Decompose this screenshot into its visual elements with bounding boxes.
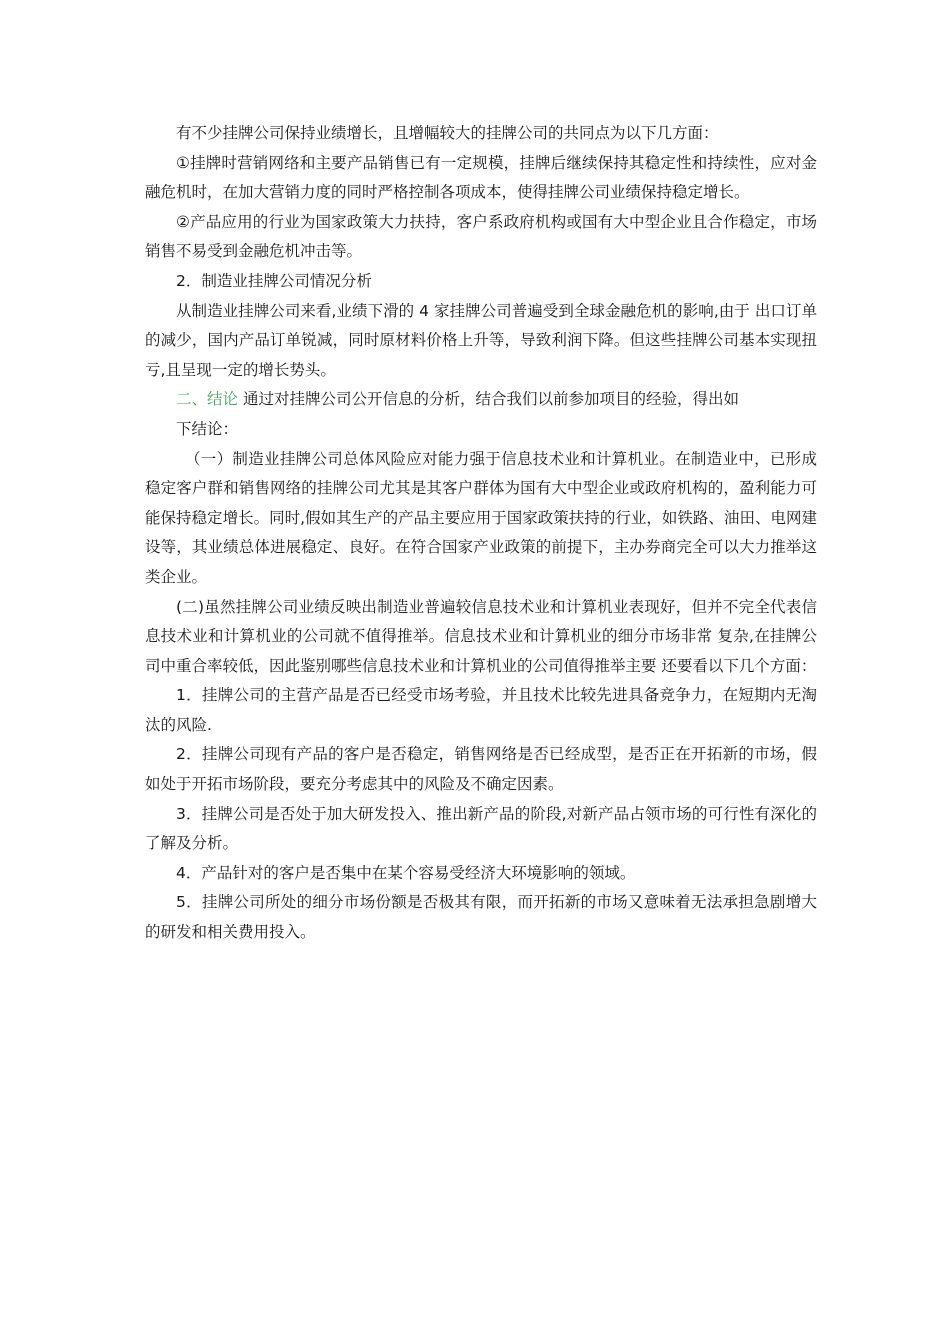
- list-item-1: 1．挂牌公司的主营产品是否已经受市场考验，并且技术比较先进具备竞争力，在短期内无淘汰的风险.: [145, 686, 817, 734]
- paragraph-conclusion-two: (二)虽然挂牌公司业绩反映出制造业普遍较信息技术业和计算机业表现好，但并不完全代表信息技术业和计算机业的公司就不值得推举。信息技术业和计算机业的细分市场非常 复杂,在挂牌公司中重合率较低，因此鉴别哪些信息技术业和计算机业的公司值得推举主要 还要看以下几个方面：: [145, 597, 817, 675]
- list-item-4: 4．产品针对的客户是否集中在某个容易受经济大环境影响的领域。: [176, 863, 636, 882]
- paragraph-manufacturing-analysis: 从制造业挂牌公司来看,业绩下滑的 4 家挂牌公司普遍受到全球金融危机的影响,由于 出口订单的减少，国内产品订单锐减，同时原材料价格上升等，导致利润下降。但这些挂牌公司基本实现扭亏,且呈现一定的增长势头。: [145, 301, 817, 379]
- list-item-3: 3．挂牌公司是否处于加大研发投入、推出新产品的阶段,对新产品占领市场的可行性有深化的了解及分析。: [145, 804, 817, 853]
- paragraph-conclusion-one: （一）制造业挂牌公司总体风险应对能力强于信息技术业和计算机业。在制造业中，已形成稳定客户群和销售网络的挂牌公司尤其是其客户群体为国有大中型企业或政府机构的，盈利能力可能保持稳定增长。同时,假如其生产的产品主要应用于国家政策扶持的行业，如铁路、油田、电网建设等，其业绩总体进展稳定、良好。在符合国家产业政策的前提下，主办券商完全可以大力推举这类企业。: [145, 449, 817, 586]
- paragraph-conclusion-continued: 下结论：: [176, 419, 239, 438]
- conclusion-intro-text: 通过对挂牌公司公开信息的分析，结合我们以前参加项目的经验，得出如: [238, 390, 739, 409]
- conclusion-heading: 二、结论: [176, 390, 239, 409]
- list-item-2: 2．挂牌公司现有产品的客户是否稳定，销售网络是否已经成型，是否正在开拓新的市场，假如处于开拓市场阶段，要充分考虑其中的风险及不确定因素。: [145, 745, 817, 794]
- list-item-5: 5．挂牌公司所处的细分市场份额是否极其有限，而开拓新的市场又意味着无法承担急剧增大的研发和相关费用投入。: [145, 893, 817, 942]
- document-body: [145, 119, 817, 948]
- paragraph-conclusion-intro: [145, 385, 817, 415]
- paragraph-point-1: ①挂牌时营销网络和主要产品销售已有一定规模，挂牌后继续保持其稳定性和持续性，应对金融危机时，在加大营销力度的同时严格控制各项成本，使得挂牌公司业绩保持稳定增长。: [145, 153, 817, 202]
- section-heading-manufacturing: 2．制造业挂牌公司情况分析: [176, 271, 372, 290]
- paragraph-point-2: ②产品应用的行业为国家政策大力扶持，客户系政府机构或国有大中型企业且合作稳定，市场销售不易受到金融危机冲击等。: [145, 212, 817, 261]
- paragraph-growth-intro: 有不少挂牌公司保持业绩增长，且增幅较大的挂牌公司的共同点为以下几方面：: [176, 124, 719, 142]
